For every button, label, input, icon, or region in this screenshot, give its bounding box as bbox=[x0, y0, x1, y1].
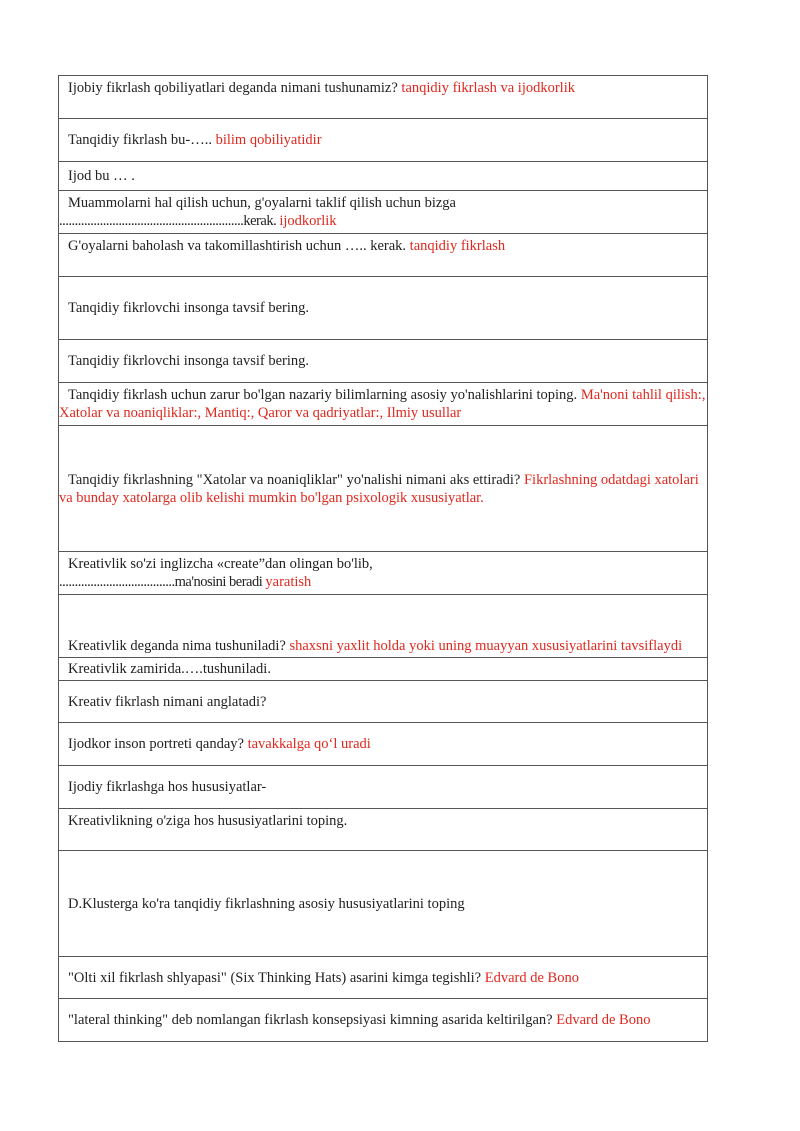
table-cell bbox=[59, 340, 708, 383]
table-cell bbox=[59, 552, 708, 595]
table-cell bbox=[59, 383, 708, 426]
table-cell bbox=[59, 426, 708, 552]
table-cell bbox=[59, 851, 708, 957]
question-text-blank: .....................................ma'nosini beradi bbox=[59, 574, 266, 590]
table-row bbox=[59, 162, 708, 191]
table-cell bbox=[59, 277, 708, 340]
answer-text: tanqidiy fikrlash va ijodkorlik bbox=[401, 80, 575, 96]
table-cell bbox=[59, 681, 708, 723]
table-row bbox=[59, 191, 708, 234]
answer-text: Edvard de Bono bbox=[556, 1012, 651, 1028]
question-text: Kreativlik deganda nima tushuniladi? bbox=[68, 638, 290, 654]
table-row bbox=[59, 851, 708, 957]
table-cell bbox=[59, 191, 708, 234]
table-cell bbox=[59, 658, 708, 681]
answer-text: Edvard de Bono bbox=[484, 969, 579, 986]
answer-text: tanqidiy fikrlash bbox=[409, 238, 506, 254]
table-row bbox=[59, 723, 708, 766]
table-row bbox=[59, 658, 708, 681]
question-text: Kreativ fikrlash nimani anglatadi? bbox=[68, 693, 267, 710]
table-row bbox=[59, 595, 708, 658]
table-cell bbox=[59, 162, 708, 191]
answer-text: tavakkalga qo‘l uradi bbox=[247, 736, 371, 752]
table-cell bbox=[59, 119, 708, 162]
question-text: Kreativlikning o'ziga hos hususiyatlarini toping. bbox=[68, 813, 348, 829]
question-text: D.Klusterga ko'ra tanqidiy fikrlashning asosiy hususiyatlarini toping bbox=[68, 895, 465, 912]
answer-text: ijodkorlik bbox=[279, 213, 337, 229]
table-row bbox=[59, 957, 708, 999]
question-text: "lateral thinking" deb nomlangan fikrlash konsepsiyasi kimning asarida keltirilgan? bbox=[68, 1012, 557, 1028]
table-row bbox=[59, 383, 708, 426]
question-text: Kreativlik so'zi inglizcha «create”dan olingan bo'lib, bbox=[68, 556, 373, 572]
question-text: Tanqidiy fikrlash bu-….. bbox=[68, 132, 216, 148]
question-text: Kreativlik zamirida.….tushuniladi. bbox=[68, 661, 271, 677]
question-text: Ijod bu … . bbox=[68, 168, 135, 184]
table-cell bbox=[59, 595, 708, 658]
table-row bbox=[59, 277, 708, 340]
question-answer-table bbox=[58, 75, 708, 1042]
table-row bbox=[59, 119, 708, 162]
table-cell bbox=[59, 723, 708, 766]
table-cell bbox=[59, 76, 708, 119]
question-text: Ijodkor inson portreti qanday? bbox=[68, 736, 248, 752]
table-cell bbox=[59, 809, 708, 851]
question-text: Ijobiy fikrlash qobiliyatlari deganda nimani tushunamiz? bbox=[68, 80, 402, 96]
question-text: Tanqidiy fikrlovchi insonga tavsif bering. bbox=[68, 300, 310, 316]
answer-text: bilim qobiliyatidir bbox=[215, 132, 322, 148]
table-cell bbox=[59, 957, 708, 999]
table-row bbox=[59, 76, 708, 119]
answer-text: shaxsni yaxlit holda yoki uning muayyan xususiyatlarini tavsiflaydi bbox=[289, 638, 683, 654]
question-text-blank: ...........................................................kerak. bbox=[59, 213, 280, 229]
table-row bbox=[59, 766, 708, 809]
table-row bbox=[59, 234, 708, 277]
question-text: Muammolarni hal qilish uchun, g'oyalarni taklif qilish uchun bizga bbox=[68, 195, 456, 211]
question-text: Tanqidiy fikrlash uchun zarur bo'lgan nazariy bilimlarning asosiy yo'nalishlarini toping. bbox=[68, 387, 581, 403]
question-text: Ijodiy fikrlashga hos hususiyatlar- bbox=[68, 779, 267, 795]
table-row bbox=[59, 681, 708, 723]
table-row bbox=[59, 809, 708, 851]
table-row bbox=[59, 999, 708, 1042]
answer-text: yaratish bbox=[265, 574, 312, 590]
table-cell bbox=[59, 999, 708, 1042]
table-row bbox=[59, 552, 708, 595]
answer-text: Fikrlashning odatdagi xatolari va bunday xatolarga olib kelishi mumkin bo'lgan psixologik xususiyatlar. bbox=[59, 471, 699, 506]
question-text: G'oyalarni baholash va takomillashtirish uchun ….. kerak. bbox=[68, 238, 410, 254]
answer-text: Ma'noni tahlil qilish:, Xatolar va noaniqliklar:, Mantiq:, Qaror va qadriyatlar:, Ilmiy usullar bbox=[59, 387, 706, 421]
table-row bbox=[59, 340, 708, 383]
question-text: Tanqidiy fikrlovchi insonga tavsif bering. bbox=[68, 353, 310, 369]
table-cell bbox=[59, 234, 708, 277]
table-row bbox=[59, 426, 708, 552]
table-cell bbox=[59, 766, 708, 809]
question-text: "Olti xil fikrlash shlyapasi" (Six Thinking Hats) asarini kimga tegishli? bbox=[68, 969, 485, 986]
question-text: Tanqidiy fikrlashning "Xatolar va noaniqliklar" yo'nalishi nimani aks ettiradi? bbox=[68, 471, 524, 488]
